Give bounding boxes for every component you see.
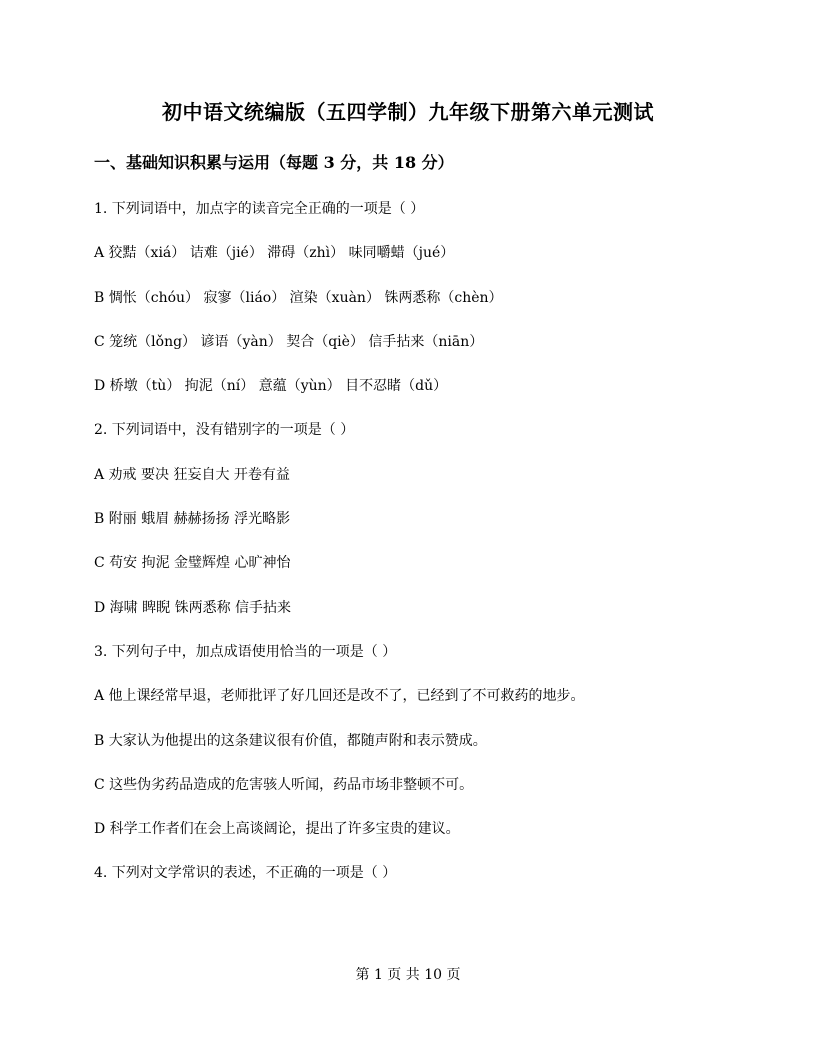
question-3-option-a: A 他上课经常早退，老师批评了好几回还是改不了，已经到了不可救药的地步。	[94, 688, 585, 705]
question-2-option-c: C 苟安 拘泥 金璧辉煌 心旷神怡	[94, 555, 291, 572]
question-2-stem: 2. 下列词语中，没有错别字的一项是（ ）	[94, 422, 355, 439]
question-1-stem: 1. 下列词语中，加点字的读音完全正确的一项是（ ）	[94, 201, 425, 217]
question-4-stem: 4. 下列对文学常识的表述，不正确的一项是（ ）	[94, 865, 397, 882]
question-3-option-d: D 科学工作者们在会上高谈阔论，提出了许多宝贵的建议。	[94, 821, 460, 838]
question-3-stem: 3. 下列句子中，加点成语使用恰当的一项是（ ）	[94, 643, 397, 660]
question-1-option-d: D 桥墩（tù） 拘泥（ní） 意蕴（yùn） 目不忍睹（dǔ）	[94, 378, 448, 395]
questions-content	[94, 198, 754, 907]
page-title: 初中语文统编版（五四学制）九年级下册第六单元测试	[162, 100, 654, 124]
section-heading: 一、基础知识积累与运用（每题 3 分，共 18 分）	[94, 153, 454, 172]
page-footer: 第 1 页 共 10 页	[355, 967, 461, 983]
question-1-option-c: C 笼统（lǒng） 谚语（yàn） 契合（qiè） 信手拈来（niān）	[94, 333, 484, 350]
question-1-option-a: A 狡黠（xiá） 诘难（jié） 滞碍（zhì） 味同嚼蜡（jué）	[94, 245, 455, 262]
question-2-option-b: B 附丽 蛾眉 赫赫扬扬 浮光略影	[94, 511, 291, 528]
question-3-option-b: B 大家认为他提出的这条建议很有价值，都随声附和表示赞成。	[94, 732, 487, 749]
question-2-option-a: A 劝戒 要决 狂妄自大 开卷有益	[94, 466, 290, 483]
question-2-option-d: D 海啸 睥睨 铢两悉称 信手拈来	[94, 599, 292, 616]
question-1-option-b: B 惆怅（chóu） 寂寥（liáo） 渲染（xuàn） 铢两悉称（chèn）	[94, 289, 503, 306]
question-3-option-c: C 这些伪劣药品造成的危害骇人听闻，药品市场非整顿不可。	[94, 776, 474, 793]
